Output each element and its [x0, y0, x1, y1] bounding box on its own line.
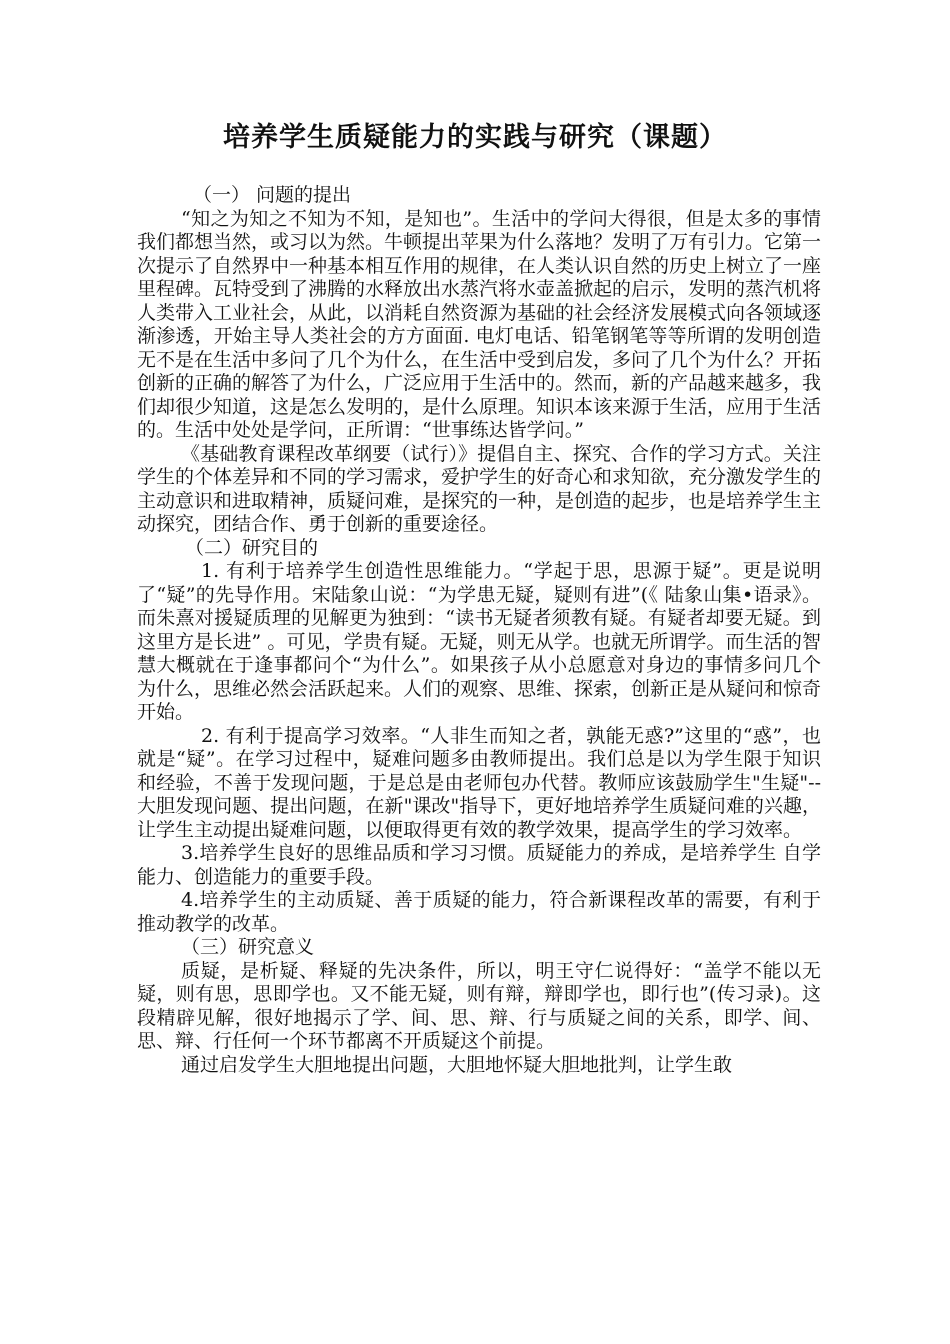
paragraph: 《基础教育课程改革纲要（试行）》提倡自主、探究、合作的学习方式。关注学生的个体差异和不同的学习需求，爱护学生的好奇心和求知欲，充分激发学生的主动意识和进取精神，质疑问难，是探究的一种，是创造的起步，也是培养学生主动探究，团结合作、勇于创新的重要途径。 [137, 442, 822, 535]
paragraph: 3.培养学生良好的思维品质和学习习惯。质疑能力的养成，是培养学生 自学能力、创造能力的重要手段。 [137, 842, 821, 888]
document-body [137, 184, 821, 1077]
section-heading: （一） 问题的提出 [193, 184, 352, 206]
section-heading: （二）研究目的 [185, 536, 319, 559]
document-title: 培养学生质疑能力的实践与研究（课题） [223, 122, 727, 153]
paragraph: 1. 有利于培养学生创造性思维能力。“学起于思，思源于疑”。更是说明了“疑”的先导作用。宋陆象山说：“为学患无疑，疑则有进”(《 陆象山集•语录》。而朱熹对援疑质理的见解更为独到：“读书无疑者须教有疑。有疑者却要无疑。到这里方是长进” 。可见，学贵有疑。无疑，则无从学。也就无所谓学。而生活的智慧大概就在于逢事都问个“为什么”。如果孩子从小总愿意对身边的事情多问几个为什么，思维必然会活跃起来。人们的观察、思维、探索，创新正是从疑问和惊奇开始。 [137, 560, 822, 723]
paragraph: 质疑，是析疑、释疑的先决条件，所以，明王守仁说得好：“盖学不能以无疑，则有思，思即学也。又不能无疑，则有辩，辩即学也，即行也”(传习录)。这段精辟见解，很好地揭示了学、间、思、辩、行与质疑之间的关系，即学、间、思、辩、行任何一个环节都离不开质疑这个前提。 [137, 959, 821, 1052]
section-heading: （三）研究意义 [181, 936, 315, 958]
paragraph: 4.培养学生的主动质疑、善于质疑的能力，符合新课程改革的需要，有利于推动教学的改革。 [137, 889, 821, 935]
paragraph: 通过启发学生大胆地提出问题，大胆地怀疑大胆地批判，让学生敢 [181, 1053, 733, 1076]
paragraph: “知之为知之不知为不知，是知也”。生活中的学问大得很，但是太多的事情我们都想当然，或习以为然。牛顿提出苹果为什么落地？发明了万有引力。它第一次提示了自然界中一种基本相互作用的规律，在人类认识自然的历史上树立了一座里程碑。瓦特受到了沸腾的水释放出水蒸汽将水壶盖掀起的启示，发明的蒸汽机将人类带入工业社会，从此，以消耗自然资源为基础的社会经济发展模式向各领域逐渐渗透，开始主导人类社会的方方面面. 电灯电话、铅笔钢笔等等所谓的发明创造无不是在生活中多问了几个为什么，在生活中受到启发，多问了几个为什么？开拓创新的正确的解答了为什么，广泛应用于生活中的。然而，新的产品越来越多，我们却很少知道，这是怎么发明的，是什么原理。知识本该来源于生活，应用于生活的。生活中处处是学问，正所谓：“世事练达皆学问。” [137, 207, 822, 441]
paragraph: 2. 有利于提高学习效率。“人非生而知之者，孰能无惑?”这里的“惑”，也就是“疑”。在学习过程中，疑难问题多由教师提出。我们总是以为学生限于知识和经验，不善于发现问题，于是总是由老师包办代替。教师应该鼓励学生"生疑"--大胆发现问题、提出问题，在新"课改"指导下，更好地培养学生质疑问难的兴趣，让学生主动提出疑难问题，以便取得更有效的教学效果，提高学生的学习效率。 [137, 724, 821, 841]
